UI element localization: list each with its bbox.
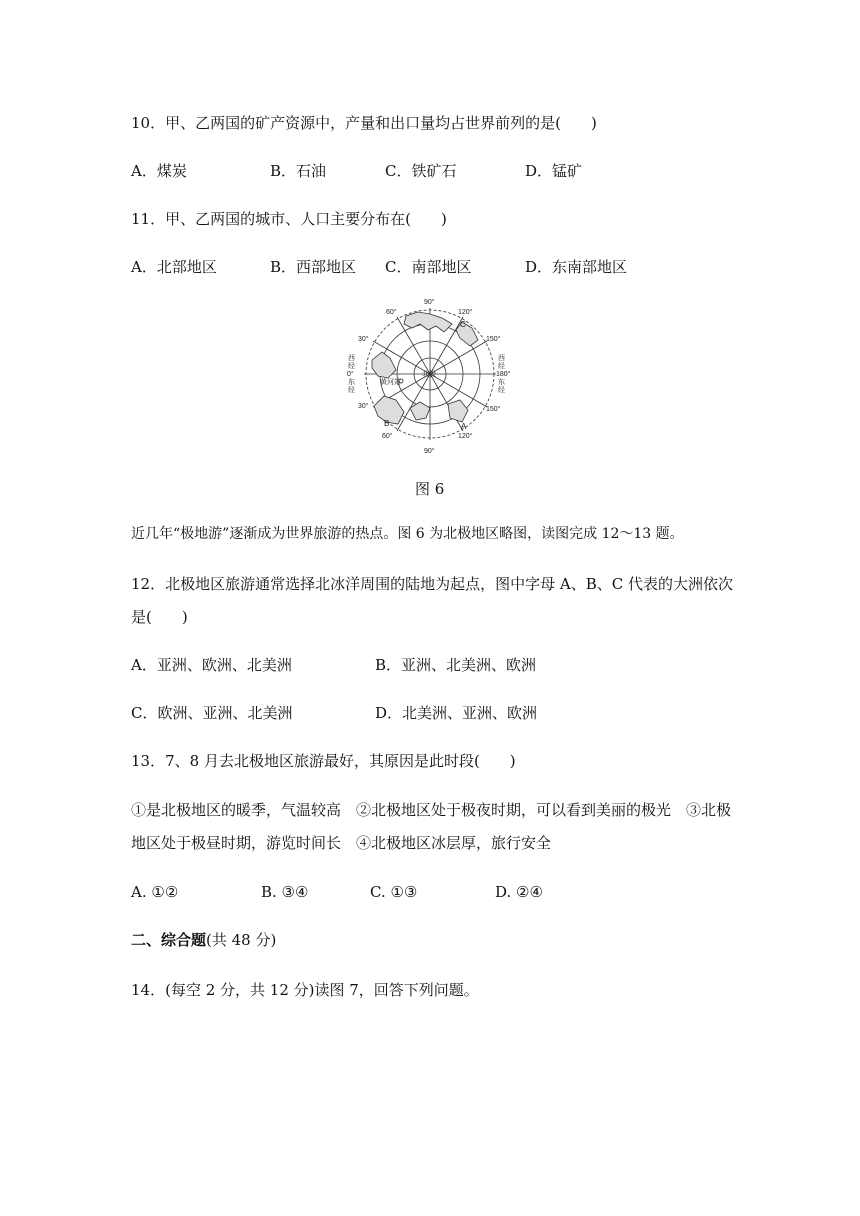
label-right-west: 西 [498,355,505,362]
question-12-stem-line2: 是( ) [131,608,188,626]
question-12-stem-line1: 12．北极地区旅游通常选择北冰洋周围的陆地为起点，图中字母 A、B、C 代表的大洲依次 [131,575,733,593]
label-a: A [461,422,467,431]
arctic-polar-map [344,296,516,458]
q13-option-c: C. ①③ [370,883,418,901]
label-station: 黄河站 [380,379,401,386]
label-30-bottom-left: 30° [358,403,369,410]
label-150-top-right: 150° [486,336,501,343]
q11-option-c: C．南部地区 [385,258,472,276]
label-b: B [384,419,390,428]
figure-6-caption: 图 6 [415,480,445,498]
question-11-stem: 11．甲、乙两国的城市、人口主要分布在( ) [131,210,447,228]
label-right-east: 东 [498,379,505,386]
q11-option-d: D．东南部地区 [525,258,628,276]
label-120-bottom-right: 120° [458,433,473,440]
landmass-bottom-right [448,400,468,422]
label-north-pole: 北极 [422,371,436,378]
q11-option-b: B．西部地区 [270,258,357,276]
q10-option-b: B．石油 [270,162,327,180]
q12-option-a: A．亚洲、欧洲、北美洲 [131,656,292,674]
q10-option-d: D．锰矿 [525,162,583,180]
label-east: 东 [348,379,355,386]
label-90-top: 90° [424,299,435,306]
q13-option-a: A. ①② [131,883,179,901]
label-c: C [460,320,466,329]
landmass-bottom [410,402,430,420]
label-jing-2: 经 [348,387,355,394]
label-west: 西 [348,355,355,362]
label-60-top-left: 60° [386,309,397,316]
q11-option-a: A．北部地区 [131,258,217,276]
section-2-heading [131,930,276,950]
label-30-mid-left: 30° [358,336,369,343]
section-2-points: (共 48 分) [206,931,277,949]
question-13-desc-line1: ①是北极地区的暖季，气温较高 ②北极地区处于极夜时期，可以看到美丽的极光 ③北极 [131,801,732,819]
section-2-title: 二、综合题 [131,931,207,949]
q12-option-c: C．欧洲、亚洲、北美洲 [131,704,293,722]
q13-option-b: B. ③④ [261,883,309,901]
intro-text: 近几年“极地游”逐渐成为世界旅游的热点。图 6 为北极地区略图，读图完成 12～13 题。 [131,526,684,542]
landmass-top [404,312,452,332]
label-jing-1: 经 [348,363,355,370]
label-180: 180° [496,371,511,378]
q12-option-d: D．北美洲、亚洲、欧洲 [375,704,538,722]
question-13-stem: 13．7、8 月去北极地区旅游最好，其原因是此时段( ) [131,752,516,770]
label-0: 0° [347,371,354,378]
label-right-jing-2: 经 [498,387,505,394]
question-14-stem: 14．(每空 2 分，共 12 分)读图 7，回答下列问题。 [131,981,479,999]
label-120-top-right: 120° [458,309,473,316]
q10-option-c: C．铁矿石 [385,162,457,180]
label-right-jing-1: 经 [498,363,505,370]
label-150-bottom-right: 150° [486,406,501,413]
q10-option-a: A．煤炭 [131,162,187,180]
q12-option-b: B．亚洲、北美洲、欧洲 [375,656,537,674]
question-10-stem: 10．甲、乙两国的矿产资源中，产量和出口量均占世界前列的是( ) [131,114,597,132]
q13-option-d: D. ②④ [495,883,543,901]
question-13-desc-line2: 地区处于极昼时期，游览时间长 ④北极地区冰层厚，旅行安全 [131,834,552,852]
label-90-bottom: 90° [424,448,435,455]
label-60-bottom-left: 60° [382,433,393,440]
